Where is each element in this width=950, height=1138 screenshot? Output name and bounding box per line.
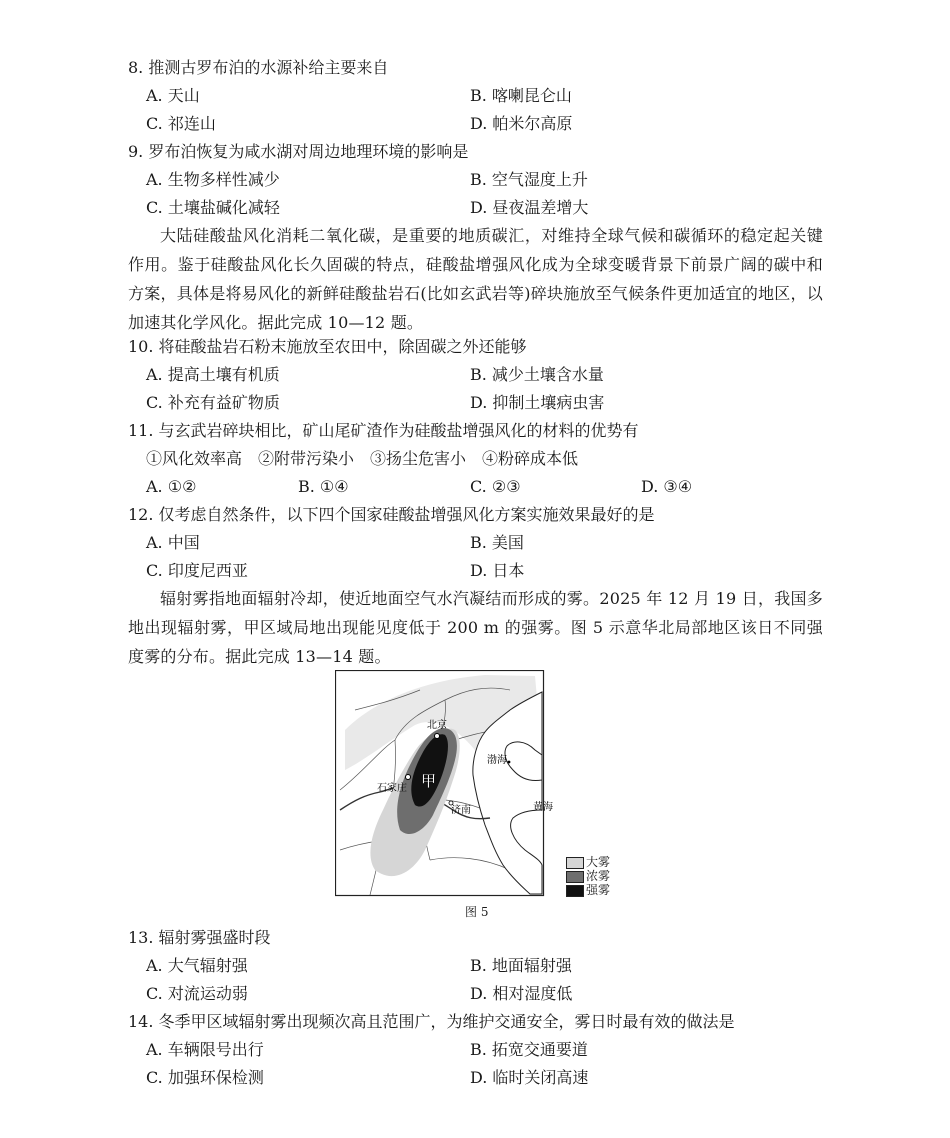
q11-option-a: A. ①② [146,477,197,496]
legend-strong-fog: 强雾 [566,883,610,897]
q9-option-b: B. 空气湿度上升 [470,170,588,189]
q10-option-d: D. 抑制土壤病虫害 [470,393,605,412]
q8-option-b: B. 喀喇昆仑山 [470,86,572,105]
bohai-dot [508,761,511,764]
beijing-label: 北京 [427,720,447,731]
q10-stem: 10. 将硅酸盐岩石粉末施放至农田中，除固碳之外还能够 [128,337,527,356]
q8-stem: 8. 推测古罗布泊的水源补给主要来自 [128,58,389,77]
legend-heavy-swatch [566,857,584,869]
q10-option-b: B. 减少土壤含水量 [470,365,604,384]
legend-dense-fog: 浓雾 [566,869,610,883]
q12-stem: 12. 仅考虑自然条件，以下四个国家硅酸盐增强风化方案实施效果最好的是 [128,505,655,524]
q9-option-c: C. 土壤盐碱化减轻 [146,198,280,217]
passage-radiation-fog: 辐射雾指地面辐射冷却，使近地面空气水汽凝结而形成的雾。2025 年 12 月 19 日，我国多地出现辐射雾，甲区域局地出现能见度低于 200 m 的强雾。图 5 示意华北局部地区该日不同强度雾的分布。据此完成 13—14 题。 [128,589,823,666]
huanghai-label: 黄海 [533,802,553,813]
q11-option-c: C. ②③ [470,477,521,496]
q13-option-b: B. 地面辐射强 [470,956,572,975]
q14-option-b: B. 拓宽交通要道 [470,1040,588,1059]
q10-option-c: C. 补充有益矿物质 [146,393,280,412]
q8-option-a: A. 天山 [146,86,200,105]
q8-option-c: C. 祁连山 [146,114,216,133]
legend-heavy-fog: 大雾 [566,855,610,869]
q9-option-d: D. 昼夜温差增大 [470,198,589,217]
figure-caption: 图 5 [465,905,489,919]
q14-stem: 14. 冬季甲区域辐射雾出现频次高且范围广，为维护交通安全，雾日时最有效的做法是 [128,1012,735,1031]
q9-option-a: A. 生物多样性减少 [146,170,280,189]
shijiazhuang-label: 石家庄 [377,783,407,794]
q13-option-c: C. 对流运动弱 [146,984,248,1003]
q12-option-b: B. 美国 [470,533,524,552]
q13-option-d: D. 相对湿度低 [470,984,573,1003]
q12-option-d: D. 日本 [470,561,525,580]
beijing-marker [435,734,440,739]
q14-option-a: A. 车辆限号出行 [146,1040,264,1059]
bohai-label: 渤海 [487,755,507,766]
q13-stem: 13. 辐射雾强盛时段 [128,928,271,947]
q10-option-a: A. 提高土壤有机质 [146,365,280,384]
q11-items: ①风化效率高 ②附带污染小 ③扬尘危害小 ④粉碎成本低 [146,449,579,468]
q12-option-a: A. 中国 [146,533,200,552]
q11-option-b: B. ①④ [298,477,349,496]
q14-option-d: D. 临时关闭高速 [470,1068,589,1087]
jinan-label: 济南 [451,805,471,816]
q11-option-d: D. ③④ [641,477,693,496]
q8-option-d: D. 帕米尔高原 [470,114,573,133]
q9-stem: 9. 罗布泊恢复为咸水湖对周边地理环境的影响是 [128,142,469,161]
legend-strong-swatch [566,885,584,897]
passage-silicate-weathering: 大陆硅酸盐风化消耗二氧化碳，是重要的地质碳汇，对维持全球气候和碳循环的稳定起关键作用。鉴于硅酸盐风化长久固碳的特点，硅酸盐增强风化成为全球变暖背景下前景广阔的碳中和方案，具体是将易风化的新鲜硅酸盐岩石(比如玄武岩等)碎块施放至气候条件更加适宜的地区，以加速其化学风化。据此完成 10—12 题。 [128,226,823,332]
q12-option-c: C. 印度尼西亚 [146,561,248,580]
shijiazhuang-marker [406,775,411,780]
q14-option-c: C. 加强环保检测 [146,1068,264,1087]
legend-dense-swatch [566,871,584,883]
q13-option-a: A. 大气辐射强 [146,956,248,975]
jia-label: 甲 [421,772,437,790]
q11-stem: 11. 与玄武岩碎块相比，矿山尾矿渣作为硅酸盐增强风化的材料的优势有 [128,421,639,440]
